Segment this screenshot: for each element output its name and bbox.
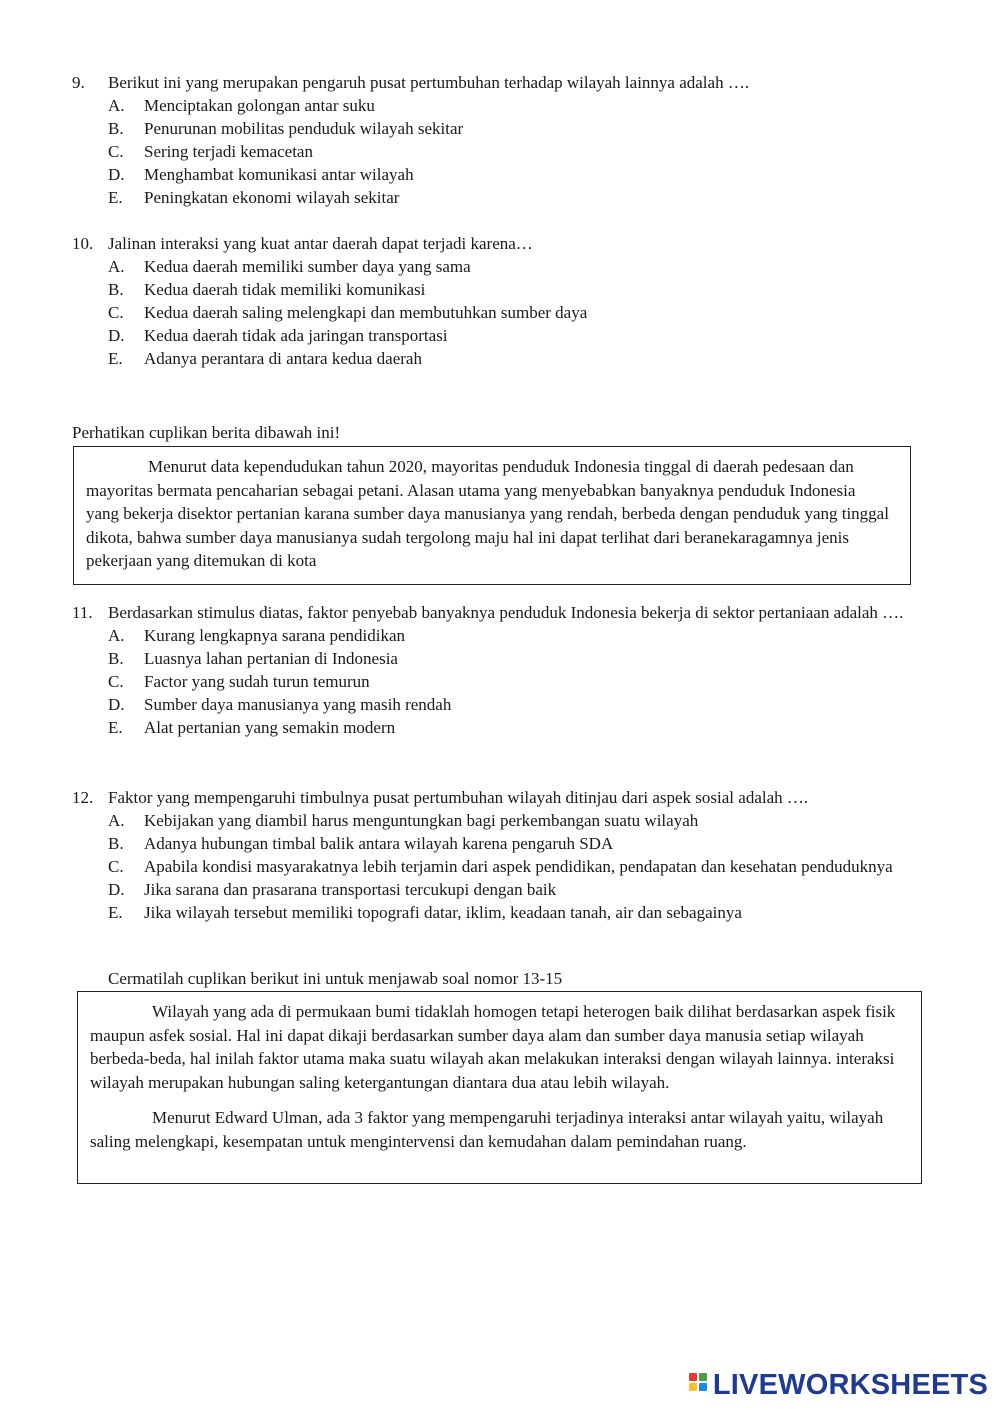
option-c[interactable]: C. Kedua daerah saling melengkapi dan membutuhkan sumber daya xyxy=(108,303,588,322)
option-d[interactable]: D. Menghambat komunikasi antar wilayah xyxy=(108,165,414,184)
question-number: 10. xyxy=(72,234,94,253)
question-9 xyxy=(72,71,912,209)
stimulus-2-heading: Cermatilah cuplikan berikut ini untuk menjawab soal nomor 13-15 xyxy=(108,969,563,988)
question-number: 9. xyxy=(72,73,85,92)
option-d[interactable]: D. Kedua daerah tidak ada jaringan transportasi xyxy=(108,326,448,345)
question-number: 12. xyxy=(72,788,94,807)
question-text: Berdasarkan stimulus diatas, faktor penyebab banyaknya penduduk Indonesia bekerja di sektor pertaniaan adalah …. xyxy=(108,603,904,622)
option-c[interactable]: C. Sering terjadi kemacetan xyxy=(108,142,313,161)
option-b[interactable]: B. Adanya hubungan timbal balik antara wilayah karena pengaruh SDA xyxy=(108,834,614,853)
stimulus-1-box xyxy=(73,446,911,585)
stimulus-1-text: Menurut data kependudukan tahun 2020, mayoritas penduduk Indonesia tinggal di daerah pedesaan dan mayoritas bermata pencaharian sebagai petani. Alasan utama yang menyebabkan banyaknya penduduk Indonesia yang bekerja disektor pertanian karana sumber daya manusianya yang rendah, berbeda dengan penduduk yang tinggal dikota, bahwa sumber daya manusianya sudah tergolong maju hal ini dapat terlihat dari beranekaragamnya jenis pekerjaan yang ditemukan di kota xyxy=(86,457,889,570)
option-b[interactable]: B. Kedua daerah tidak memiliki komunikasi xyxy=(108,280,426,299)
option-e[interactable]: E. Peningkatan ekonomi wilayah sekitar xyxy=(108,188,400,207)
question-12 xyxy=(72,786,912,924)
liveworksheets-logo xyxy=(689,1369,988,1402)
option-a[interactable]: A. Kebijakan yang diambil harus menguntungkan bagi perkembangan suatu wilayah xyxy=(108,811,699,830)
stimulus-1-heading: Perhatikan cuplikan berita dibawah ini! xyxy=(72,423,341,442)
option-e[interactable]: E. Alat pertanian yang semakin modern xyxy=(108,718,396,737)
option-a[interactable]: A. Kurang lengkapnya sarana pendidikan xyxy=(108,626,406,645)
question-11 xyxy=(72,601,912,739)
stimulus-2-paragraph-2: Menurut Edward Ulman, ada 3 faktor yang mempengaruhi terjadinya interaksi antar wilayah yaitu, wilayah saling melengkapi, kesempatan untuk mengintervensi dan kemudahan dalam pemindahan ruang. xyxy=(90,1108,884,1151)
option-a[interactable]: A. Menciptakan golongan antar suku xyxy=(108,96,375,115)
option-e[interactable]: E. Adanya perantara di antara kedua daerah xyxy=(108,349,422,368)
question-text: Jalinan interaksi yang kuat antar daerah dapat terjadi karena… xyxy=(108,234,533,253)
question-text: Berikut ini yang merupakan pengaruh pusat pertumbuhan terhadap wilayah lainnya adalah …. xyxy=(108,73,750,92)
liveworksheets-logo-icon xyxy=(689,1373,709,1399)
option-e[interactable]: E. Jika wilayah tersebut memiliki topografi datar, iklim, keadaan tanah, air dan sebagainya xyxy=(108,903,742,922)
stimulus-2-box xyxy=(77,991,922,1184)
question-text: Faktor yang mempengaruhi timbulnya pusat pertumbuhan wilayah ditinjau dari aspek sosial adalah …. xyxy=(108,788,809,807)
option-c[interactable]: C. Factor yang sudah turun temurun xyxy=(108,672,370,691)
option-c[interactable]: C. Apabila kondisi masyarakatnya lebih terjamin dari aspek pendidikan, pendapatan dan kesehatan penduduknya xyxy=(108,857,893,876)
option-a[interactable]: A. Kedua daerah memiliki sumber daya yang sama xyxy=(108,257,471,276)
option-d[interactable]: D. Jika sarana dan prasarana transportasi tercukupi dengan baik xyxy=(108,880,557,899)
question-number: 11. xyxy=(72,603,93,622)
option-b[interactable]: B. Luasnya lahan pertanian di Indonesia xyxy=(108,649,398,668)
option-b[interactable]: B. Penurunan mobilitas penduduk wilayah sekitar xyxy=(108,119,464,138)
liveworksheets-wordmark: LIVEWORKSHEETS xyxy=(712,1369,988,1401)
option-d[interactable]: D. Sumber daya manusianya yang masih rendah xyxy=(108,695,452,714)
stimulus-2-paragraph-1: Wilayah yang ada di permukaan bumi tidaklah homogen tetapi heterogen baik dilihat berdasarkan aspek fisik maupun asfek sosial. Hal ini dapat dikaji berdasarkan sumber daya alam dan sumber daya manusia setiap wilayah berbeda-beda, hal inilah faktor utama maka suatu wilayah akan melakukan interaksi dengan wilayah lainnya. interaksi wilayah merupakan hubungan saling ketergantungan diantara dua atau lebih wilayah. xyxy=(90,1002,896,1092)
question-10 xyxy=(72,232,912,370)
